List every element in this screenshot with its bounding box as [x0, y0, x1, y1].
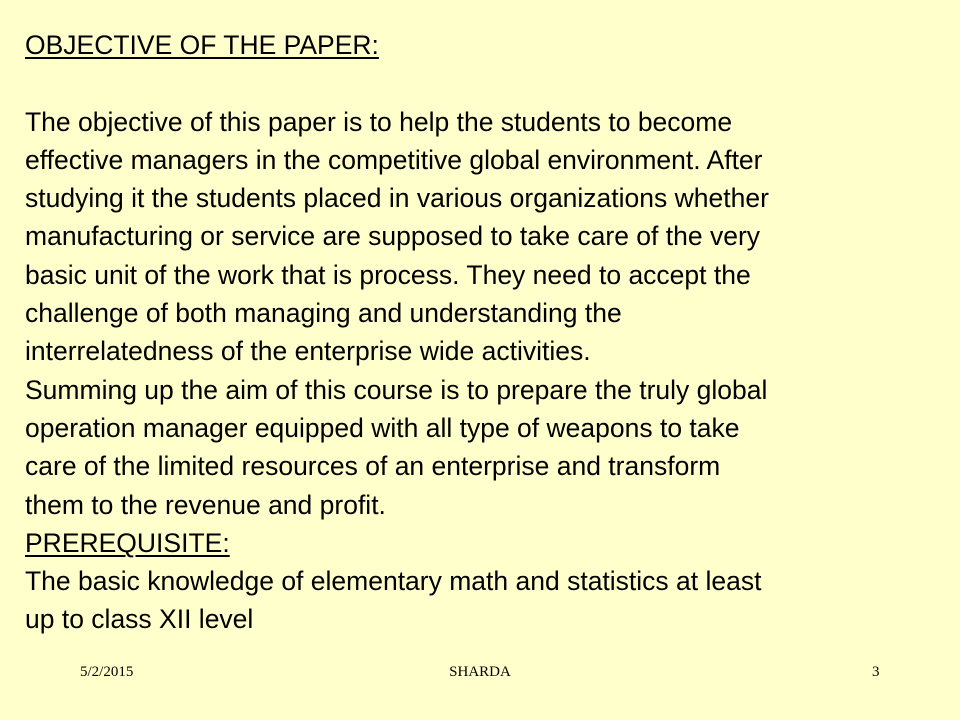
summary-line: care of the limited resources of an enterprise and transform	[25, 451, 721, 482]
objective-line: The objective of this paper is to help the students to become	[25, 106, 733, 137]
objective-line: manufacturing or service are supposed to take care of the very	[25, 221, 761, 252]
prerequisite-line: up to class XII level	[25, 604, 254, 635]
footer-page-number: 3	[872, 664, 880, 680]
objective-heading: OBJECTIVE OF THE PAPER:	[25, 30, 379, 60]
footer-date: 5/2/2015	[80, 664, 134, 680]
objective-line: basic unit of the work that is process. They need to accept the	[25, 259, 751, 290]
objective-line: interrelatedness of the enterprise wide activities.	[25, 336, 591, 367]
spacer	[25, 64, 945, 102]
summary-line: them to the revenue and profit.	[25, 489, 386, 520]
summary-line: operation manager equipped with all type of weapons to take	[25, 412, 740, 443]
objective-line: studying it the students placed in various organizations whether	[25, 183, 769, 214]
objective-line: challenge of both managing and understanding the	[25, 298, 622, 329]
objective-line: effective managers in the competitive global environment. After	[25, 144, 763, 175]
slide-body	[25, 26, 945, 639]
prerequisite-heading: PREREQUISITE:	[25, 527, 230, 558]
prerequisite-line: The basic knowledge of elementary math and statistics at least	[25, 566, 762, 597]
footer-center-text: SHARDA	[449, 664, 511, 680]
summary-line: Summing up the aim of this course is to prepare the truly global	[25, 374, 768, 405]
